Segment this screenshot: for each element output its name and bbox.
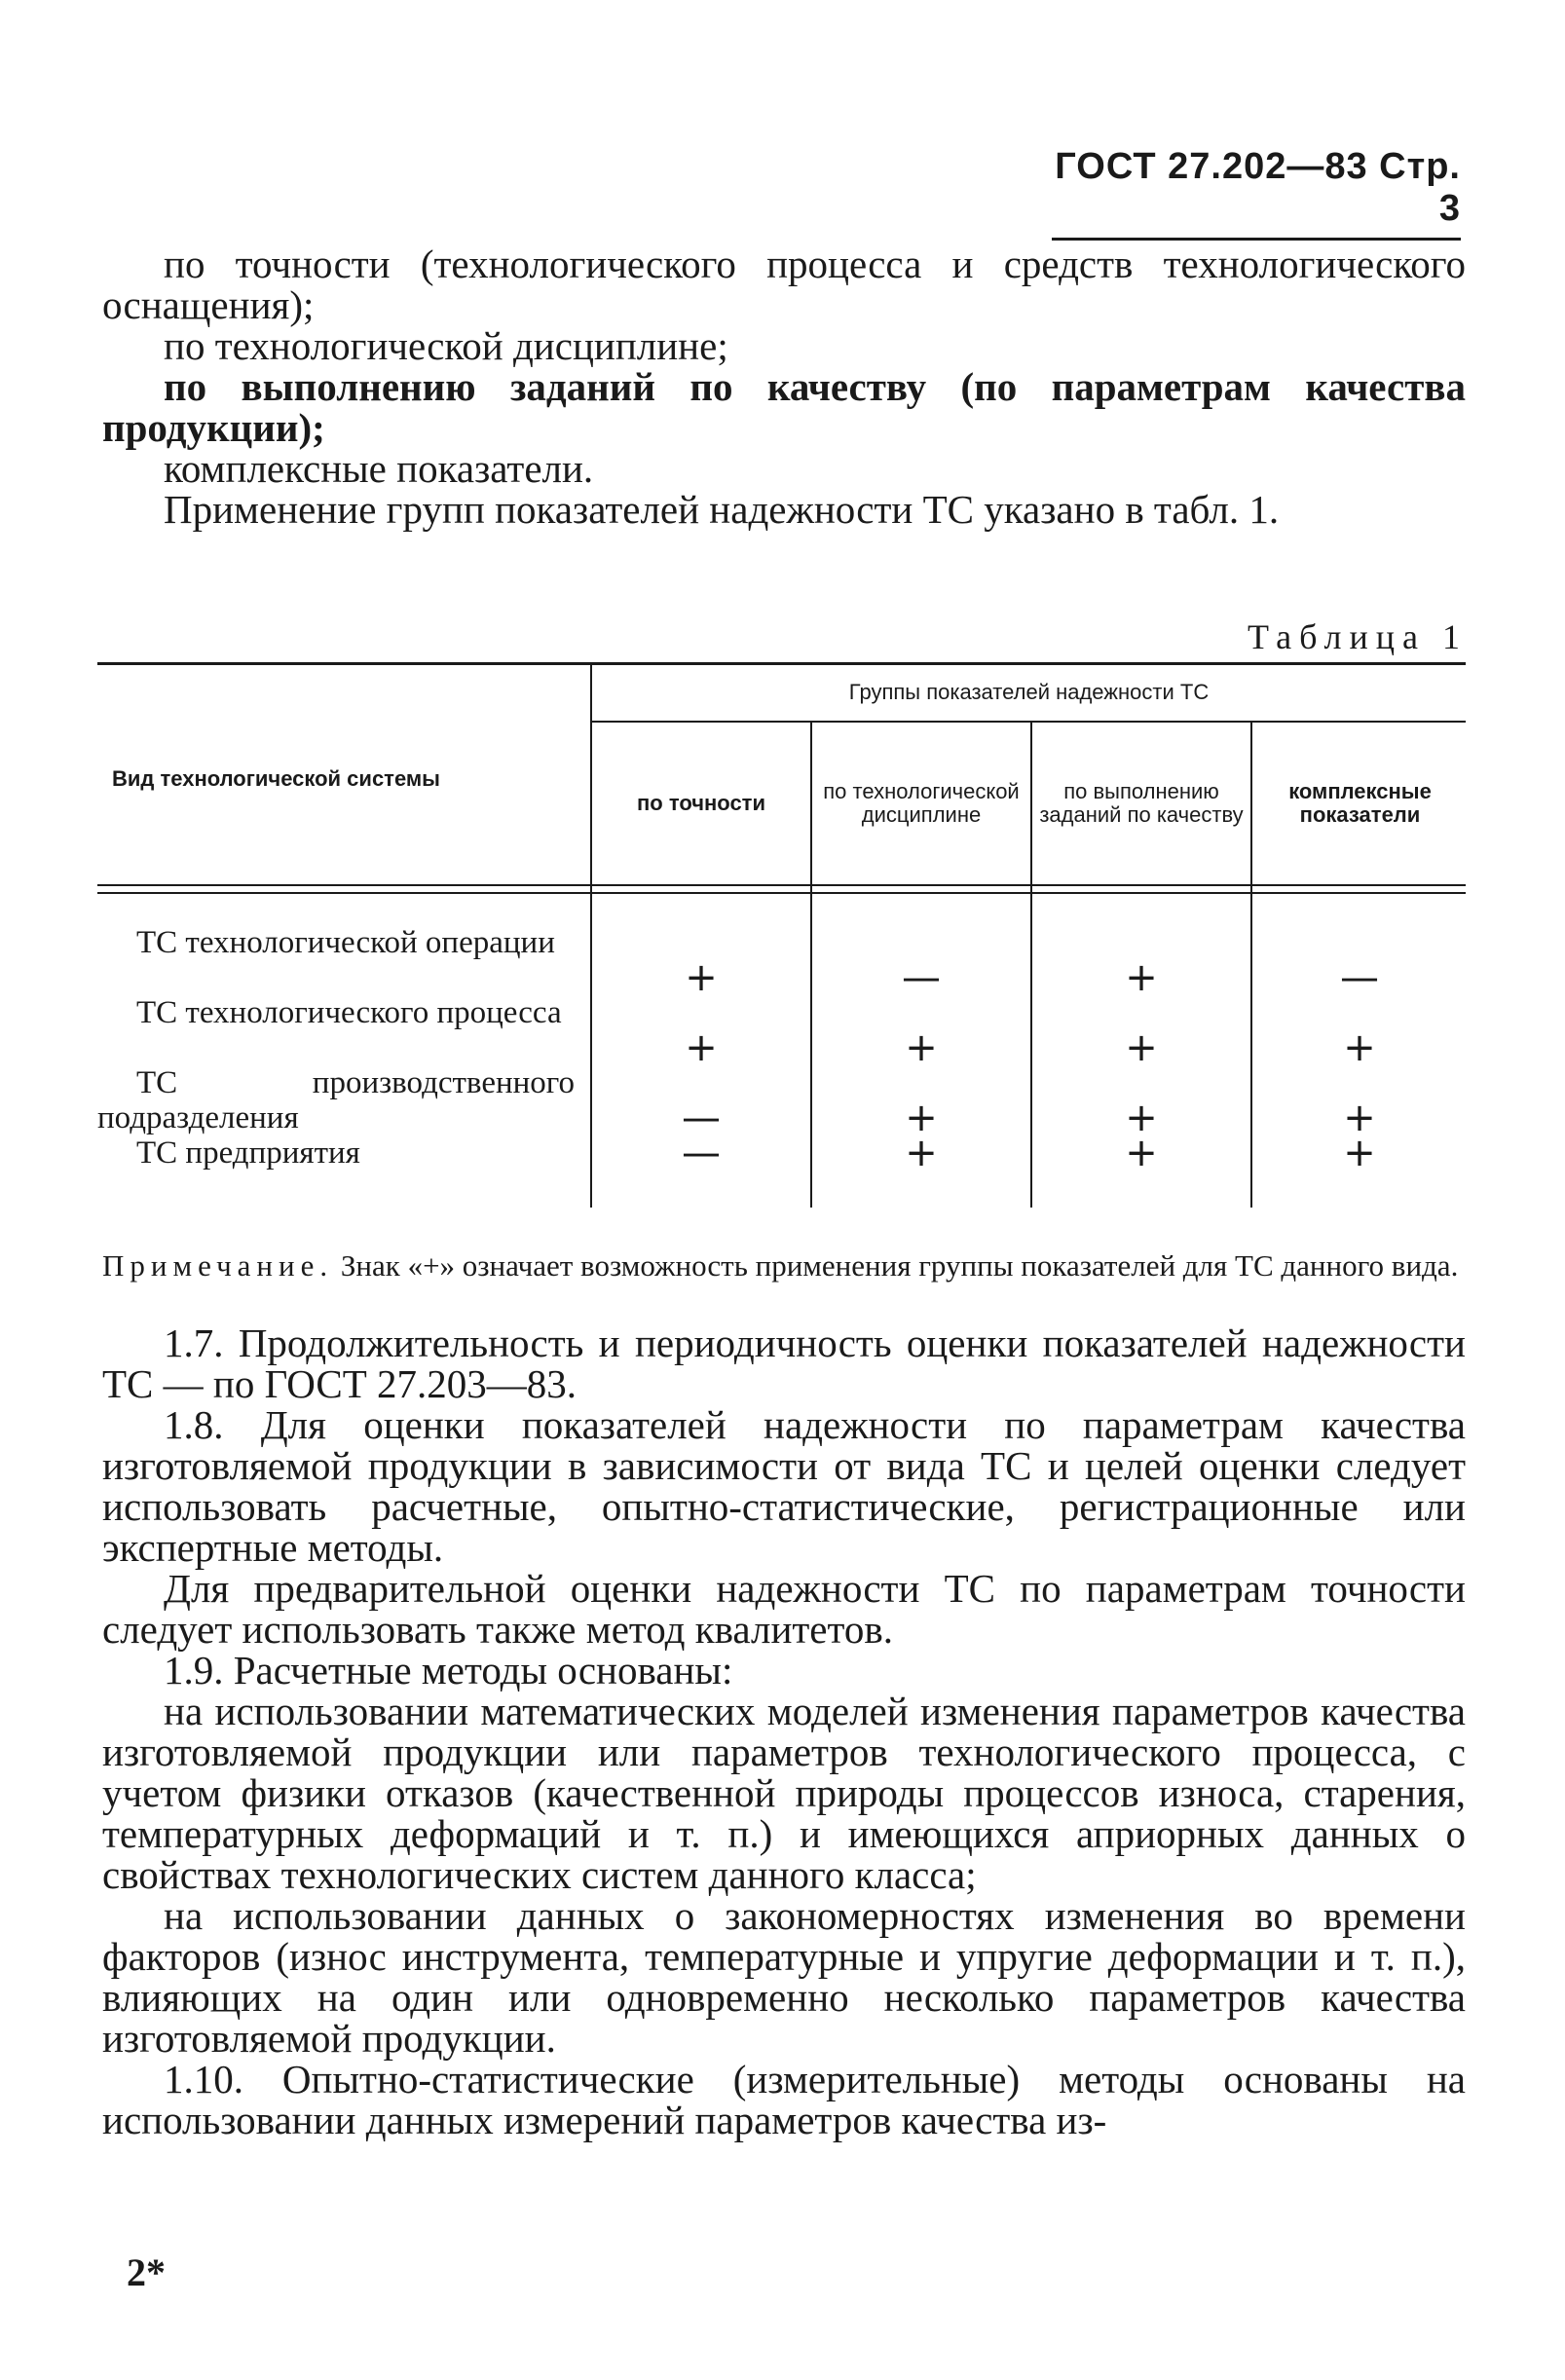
table-top-rule (97, 662, 1466, 665)
table-mark: + (685, 955, 718, 1000)
table-mark: — (1340, 955, 1379, 1000)
table-mark: + (1343, 1025, 1376, 1070)
table-mark: + (1125, 1131, 1158, 1175)
table-column-rule (1250, 721, 1252, 1208)
body-text (102, 1322, 1466, 2140)
table-column-rule (1030, 721, 1032, 1208)
intro-paragraph: по выполнению заданий по качеству (по параметрам качества продукции); (102, 364, 1466, 450)
column-header: по выполнению заданий по качеству (1039, 779, 1244, 827)
note-text: Знак «+» означает возможность применения группы показателей для ТС данного вида. (340, 1248, 1459, 1283)
table-caption: Таблица 1 (1248, 617, 1468, 656)
table-mark: + (1125, 955, 1158, 1000)
table-mark: + (1125, 1025, 1158, 1070)
table-mark: + (905, 1131, 938, 1175)
body-paragraph: Для предварительной оценки надежности ТС по параметрам точности следует использовать также метод квалитетов. (102, 1566, 1466, 1652)
group-header: Группы показателей надежности ТС (848, 680, 1210, 704)
row-label: ТС предприятия (136, 1135, 360, 1171)
page-signature-mark: 2* (127, 2250, 166, 2294)
intro-text (102, 243, 1466, 530)
row-label: ТС производственного подразделения (97, 1065, 575, 1135)
body-paragraph: на использовании данных о закономерностях изменения во времени факторов (износ инструмента, температурные и упругие деформации и т. п.), влияющих на один или одновременно несколько параметров качества изготовляемой продукции. (102, 1893, 1466, 2061)
column-header: по технологической дисциплине (823, 779, 1020, 827)
body-paragraph: 1.10. Опытно-статистические (измерительные) методы основаны на использовании данных измерений параметров качества из- (102, 2057, 1466, 2142)
table-mark: + (685, 1025, 718, 1070)
note-label: Примечание. (102, 1248, 334, 1283)
intro-paragraph: по технологической дисциплине; (164, 323, 728, 368)
row-label: ТС технологической операции (136, 925, 555, 960)
table-mark: — (902, 955, 941, 1000)
intro-paragraph: по точности (технологического процесса и средств технологического оснащения); (102, 242, 1466, 327)
body-paragraph: 1.9. Расчетные методы основаны: (164, 1648, 733, 1692)
table-mark: + (905, 1096, 938, 1140)
table-mark: — (682, 1096, 721, 1140)
page-header: ГОСТ 27.202—83 Стр. 3 (1052, 146, 1461, 241)
table-mark: + (1343, 1096, 1376, 1140)
table-header-rule (97, 884, 1466, 886)
table-mark: — (682, 1131, 721, 1175)
reliability-table (97, 662, 1466, 1208)
table-mark: + (905, 1025, 938, 1070)
table-column-rule (810, 721, 812, 1208)
intro-paragraph: Применение групп показателей надежности ТС указано в табл. 1. (164, 487, 1280, 532)
row-label: ТС технологического процесса (136, 995, 562, 1030)
table-header-rule (97, 892, 1466, 894)
column-header: по точности (637, 791, 765, 815)
row-header: Вид технологической системы (112, 766, 440, 791)
intro-paragraph: комплексные показатели. (164, 446, 594, 491)
body-paragraph: 1.8. Для оценки показателей надежности по параметрам качества изготовляемой продукции в зависимости от вида ТС и целей оценки следует использовать расчетные, опытно-статистические, регистрационные или экспертные методы. (102, 1402, 1466, 1570)
body-paragraph: 1.7. Продолжительность и периодичность оценки показателей надежности ТС — по ГОСТ 27.203—83. (102, 1320, 1466, 1406)
table-mark: + (1125, 1096, 1158, 1140)
table-mark: + (1343, 1131, 1376, 1175)
body-paragraph: на использовании математических моделей изменения параметров качества изготовляемой продукции или параметров технологического процесса, с учетом физики отказов (качественной природы процессов износа, старения, температурных деформаций и т. п.) и имеющихся априорных данных о свойствах технологических систем данного класса; (102, 1689, 1466, 1897)
group-header-rule (592, 721, 1466, 723)
column-header: комплексные показатели (1288, 779, 1432, 827)
table-note (102, 1248, 1466, 1283)
